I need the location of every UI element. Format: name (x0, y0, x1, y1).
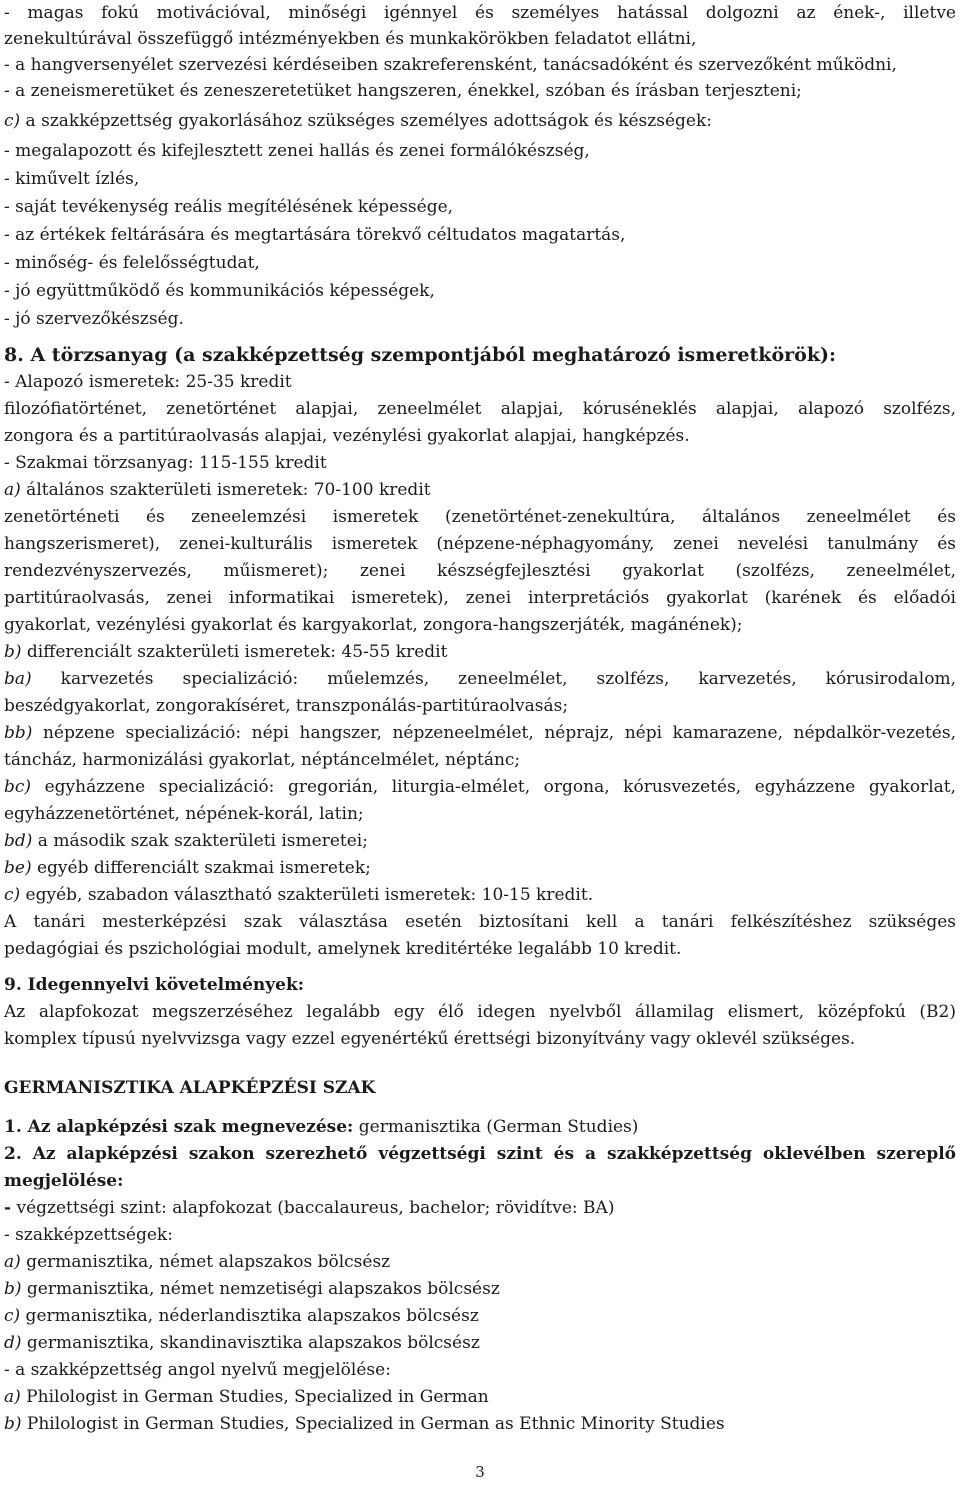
text-line: pedagógiai és pszichológiai modult, amelynek kreditértéke legalább 10 kredit. (4, 939, 682, 959)
section-heading: 9. Idegennyelvi követelmények: (4, 975, 304, 995)
text-line: Az alapfokozat megszerzéséhez legalább egy élő idegen nyelvből államilag elismert, középfokú (B2) (4, 1002, 956, 1022)
line-text: germanisztika, skandinavisztika alapszakos bölcsész (21, 1333, 480, 1353)
line-text: egyéb differenciált szakmai ismeretek; (31, 858, 371, 878)
list-marker: c) (4, 885, 21, 905)
list-marker: b) (4, 1414, 22, 1434)
text-line: - az értékek feltárására és megtartására törekvő céltudatos magatartás, (4, 225, 626, 245)
line-text: germanisztika, német nemzetiségi alapszakos bölcsész (21, 1279, 500, 1299)
line-text: népzene specializáció: népi hangszer, népzeneelmélet, néprajz, népi kamarazene, népdalkör-vezetés, (32, 723, 956, 743)
text-line: - magas fokú motivációval, minőségi igénnyel és személyes hatással dolgozni az ének-, illetve (4, 3, 956, 23)
line-text: végzettségi szint: alapfokozat (baccalaureus, bachelor; rövidítve: BA) (11, 1198, 615, 1218)
line-text: egyéb, szabadon választható szakterületi ismeretek: 10-15 kredit. (20, 885, 594, 905)
text-line: - szakképzettségek: (4, 1225, 173, 1245)
text-line (4, 1195, 614, 1221)
text-line: zongora és a partitúraolvasás alapjai, vezénylési gyakorlat alapjai, hangképzés. (4, 426, 690, 446)
line-text: Philologist in German Studies, Specialized in German as Ethnic Minority Studies (21, 1414, 725, 1434)
text-line: zenetörténeti és zeneelemzési ismeretek (zenetörténet-zenekultúra, általános zeneelmélet és (4, 507, 956, 527)
line-text: egyházzene specializáció: gregorián, liturgia-elmélet, orgona, kórusvezetés, egyházzene gyakorlat, (31, 777, 956, 797)
text-line: - Szakmai törzsanyag: 115-155 kredit (4, 453, 327, 473)
list-marker: bb) (4, 723, 33, 743)
text-line: - jó együttműködő és kommunikációs képességek, (4, 281, 435, 301)
line-label: 1. Az alapképzési szak megnevezése: (4, 1117, 354, 1137)
text-line (4, 882, 593, 908)
list-marker: a) (4, 1252, 21, 1272)
program-title: GERMANISZTIKA ALAPKÉPZÉSI SZAK (4, 1078, 376, 1098)
line-text: germanisztika, néderlandisztika alapszakos bölcsész (20, 1306, 479, 1326)
list-marker: d) (4, 1333, 22, 1353)
text-line: - megalapozott és kifejlesztett zenei hallás és zenei formálókészség, (4, 141, 590, 161)
list-marker: be) (4, 858, 32, 878)
text-line: filozófiatörténet, zenetörténet alapjai, zeneelmélet alapjai, kóruséneklés alapjai, alapozó szolfézs, (4, 399, 956, 419)
text-line: egyházzenetörténet, népének-korál, latin; (4, 804, 364, 824)
list-marker: c) (4, 1306, 21, 1326)
line-text: germanisztika (German Studies) (353, 1117, 639, 1137)
list-marker: b) (4, 642, 22, 662)
list-marker: ba) (4, 669, 32, 689)
text-line: A tanári mesterképzési szak választása esetén biztosítani kell a tanári felkészítéshez szükséges (4, 912, 956, 932)
text-line (4, 774, 956, 800)
text-line: - kiművelt ízlés, (4, 169, 140, 189)
list-marker: a) (4, 480, 21, 500)
line-label: - (4, 1198, 12, 1218)
text-line (4, 1411, 725, 1437)
text-line: - saját tevékenység reális megítélésének képessége, (4, 197, 454, 217)
text-line (4, 1114, 638, 1140)
text-line: zenekultúrával összefüggő intézményekben és munkakörökben feladatot ellátni, (4, 29, 697, 49)
text-line: - minőség- és felelősségtudat, (4, 253, 260, 273)
text-line (4, 1384, 489, 1410)
line-text: germanisztika, német alapszakos bölcsész (20, 1252, 391, 1272)
text-line: - a szakképzettség angol nyelvű megjelölése: (4, 1360, 391, 1380)
text-line (4, 1276, 500, 1302)
text-line: - a zeneismeretüket és zeneszeretetüket hangszeren, énekkel, szóban és írásban terjeszteni; (4, 81, 802, 101)
text-line (4, 1249, 390, 1275)
text-line (4, 720, 956, 746)
text-line: gyakorlat, vezénylési gyakorlat és kargyakorlat, zongora-hangszerjáték, magánének); (4, 615, 743, 635)
text-line: beszédgyakorlat, zongorakíséret, transzponálás-partitúraolvasás; (4, 696, 569, 716)
line-text: differenciált szakterületi ismeretek: 45-55 kredit (21, 642, 448, 662)
text-line (4, 477, 431, 503)
text-line (4, 855, 371, 881)
page-number: 3 (475, 1463, 485, 1481)
text-line: táncház, harmonizálási gyakorlat, néptáncelmélet, néptánc; (4, 750, 521, 770)
line-text: a szakképzettség gyakorlásához szükséges személyes adottságok és készségek: (20, 111, 712, 131)
text-line (4, 828, 368, 854)
text-line: hangszerismeret), zenei-kulturális ismeretek (népzene-néphagyomány, zenei nevelési tanulmány és (4, 534, 956, 554)
text-line: - Alapozó ismeretek: 25-35 kredit (4, 372, 292, 392)
text-line: partitúraolvasás, zenei informatikai ismeretek), zenei interpretációs gyakorlat (karének és előadói (4, 588, 956, 608)
text-line (4, 1303, 479, 1329)
section-heading: 2. Az alapképzési szakon szerezhető végzettségi szint és a szakképzettség oklevélben szereplő (4, 1144, 956, 1164)
line-text: a második szak szakterületi ismeretei; (32, 831, 368, 851)
text-line (4, 639, 447, 665)
list-marker: bd) (4, 831, 33, 851)
section-heading: 8. A törzsanyag (a szakképzettség szempontjából meghatározó ismeretkörök): (4, 344, 836, 366)
list-marker: a) (4, 1387, 21, 1407)
text-line (4, 108, 712, 134)
text-line (4, 1330, 480, 1356)
list-marker: b) (4, 1279, 22, 1299)
line-text: karvezetés specializáció: műelemzés, zeneelmélet, szolfézs, karvezetés, kórusirodalom, (31, 669, 956, 689)
text-line (4, 666, 956, 692)
line-text: általános szakterületi ismeretek: 70-100 kredit (20, 480, 431, 500)
text-line: komplex típusú nyelvvizsga vagy ezzel egyenértékű érettségi bizonyítvány vagy oklevél szükséges. (4, 1029, 856, 1049)
list-marker: bc) (4, 777, 32, 797)
list-marker: c) (4, 111, 21, 131)
text-line: rendezvényszervezés, műismeret); zenei készségfejlesztési gyakorlat (szolfézs, zeneelmélet, (4, 561, 956, 581)
section-heading: megjelölése: (4, 1171, 124, 1191)
line-text: Philologist in German Studies, Specialized in German (20, 1387, 489, 1407)
text-line: - jó szervezőkészség. (4, 309, 184, 329)
text-line: - a hangversenyélet szervezési kérdéseiben szakreferensként, tanácsadóként és szervezőként működni, (4, 55, 897, 75)
